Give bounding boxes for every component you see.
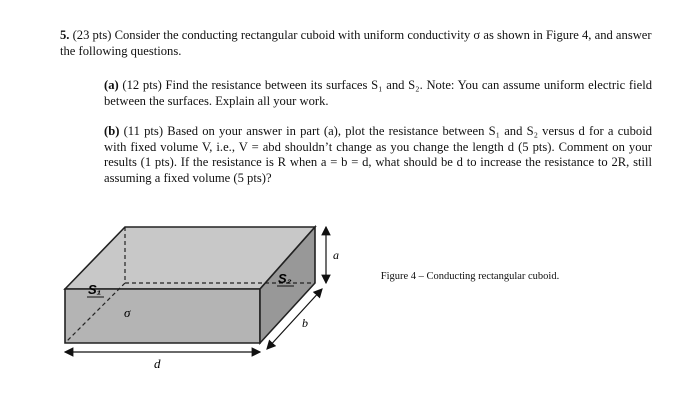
- figure-caption: Figure 4 – Conducting rectangular cuboid.: [380, 271, 560, 282]
- part-a-label: (a): [104, 78, 119, 92]
- label-d: d: [154, 356, 161, 371]
- part-b-label: (b): [104, 124, 120, 138]
- part-a: [104, 78, 652, 109]
- label-a: a: [333, 248, 339, 262]
- question-text: (23 pts) Consider the conducting rectangular cuboid with uniform conductivity σ as shown in Figure 4, and answer the following questions.: [60, 28, 652, 58]
- cuboid-diagram: [60, 215, 360, 385]
- label-b: b: [302, 316, 308, 330]
- label-s1: S₁: [88, 282, 102, 297]
- question-header: [60, 28, 660, 59]
- label-sigma: σ: [124, 305, 131, 320]
- part-b-text: (11 pts) Based on your answer in part (a), plot the resistance between S₁ and S₂ versus d for a cuboid with fixed volume V, i.e., V = abd shouldn’t change as you change the length d (5 pts). Comment on your results (1 pts). If the resistance is R when a = b = d, what should be d to increase the resistance to 2R, still assuming a fixed volume (5 pts)?: [104, 124, 652, 185]
- question-number: 5.: [60, 28, 70, 42]
- part-b: [104, 124, 652, 186]
- label-s2: S₂: [278, 271, 292, 286]
- cuboid-figure: [60, 215, 360, 385]
- part-a-text: (12 pts) Find the resistance between its surfaces S₁ and S₂. Note: You can assume uniform electric field between the surfaces. Explain all your work.: [104, 78, 652, 108]
